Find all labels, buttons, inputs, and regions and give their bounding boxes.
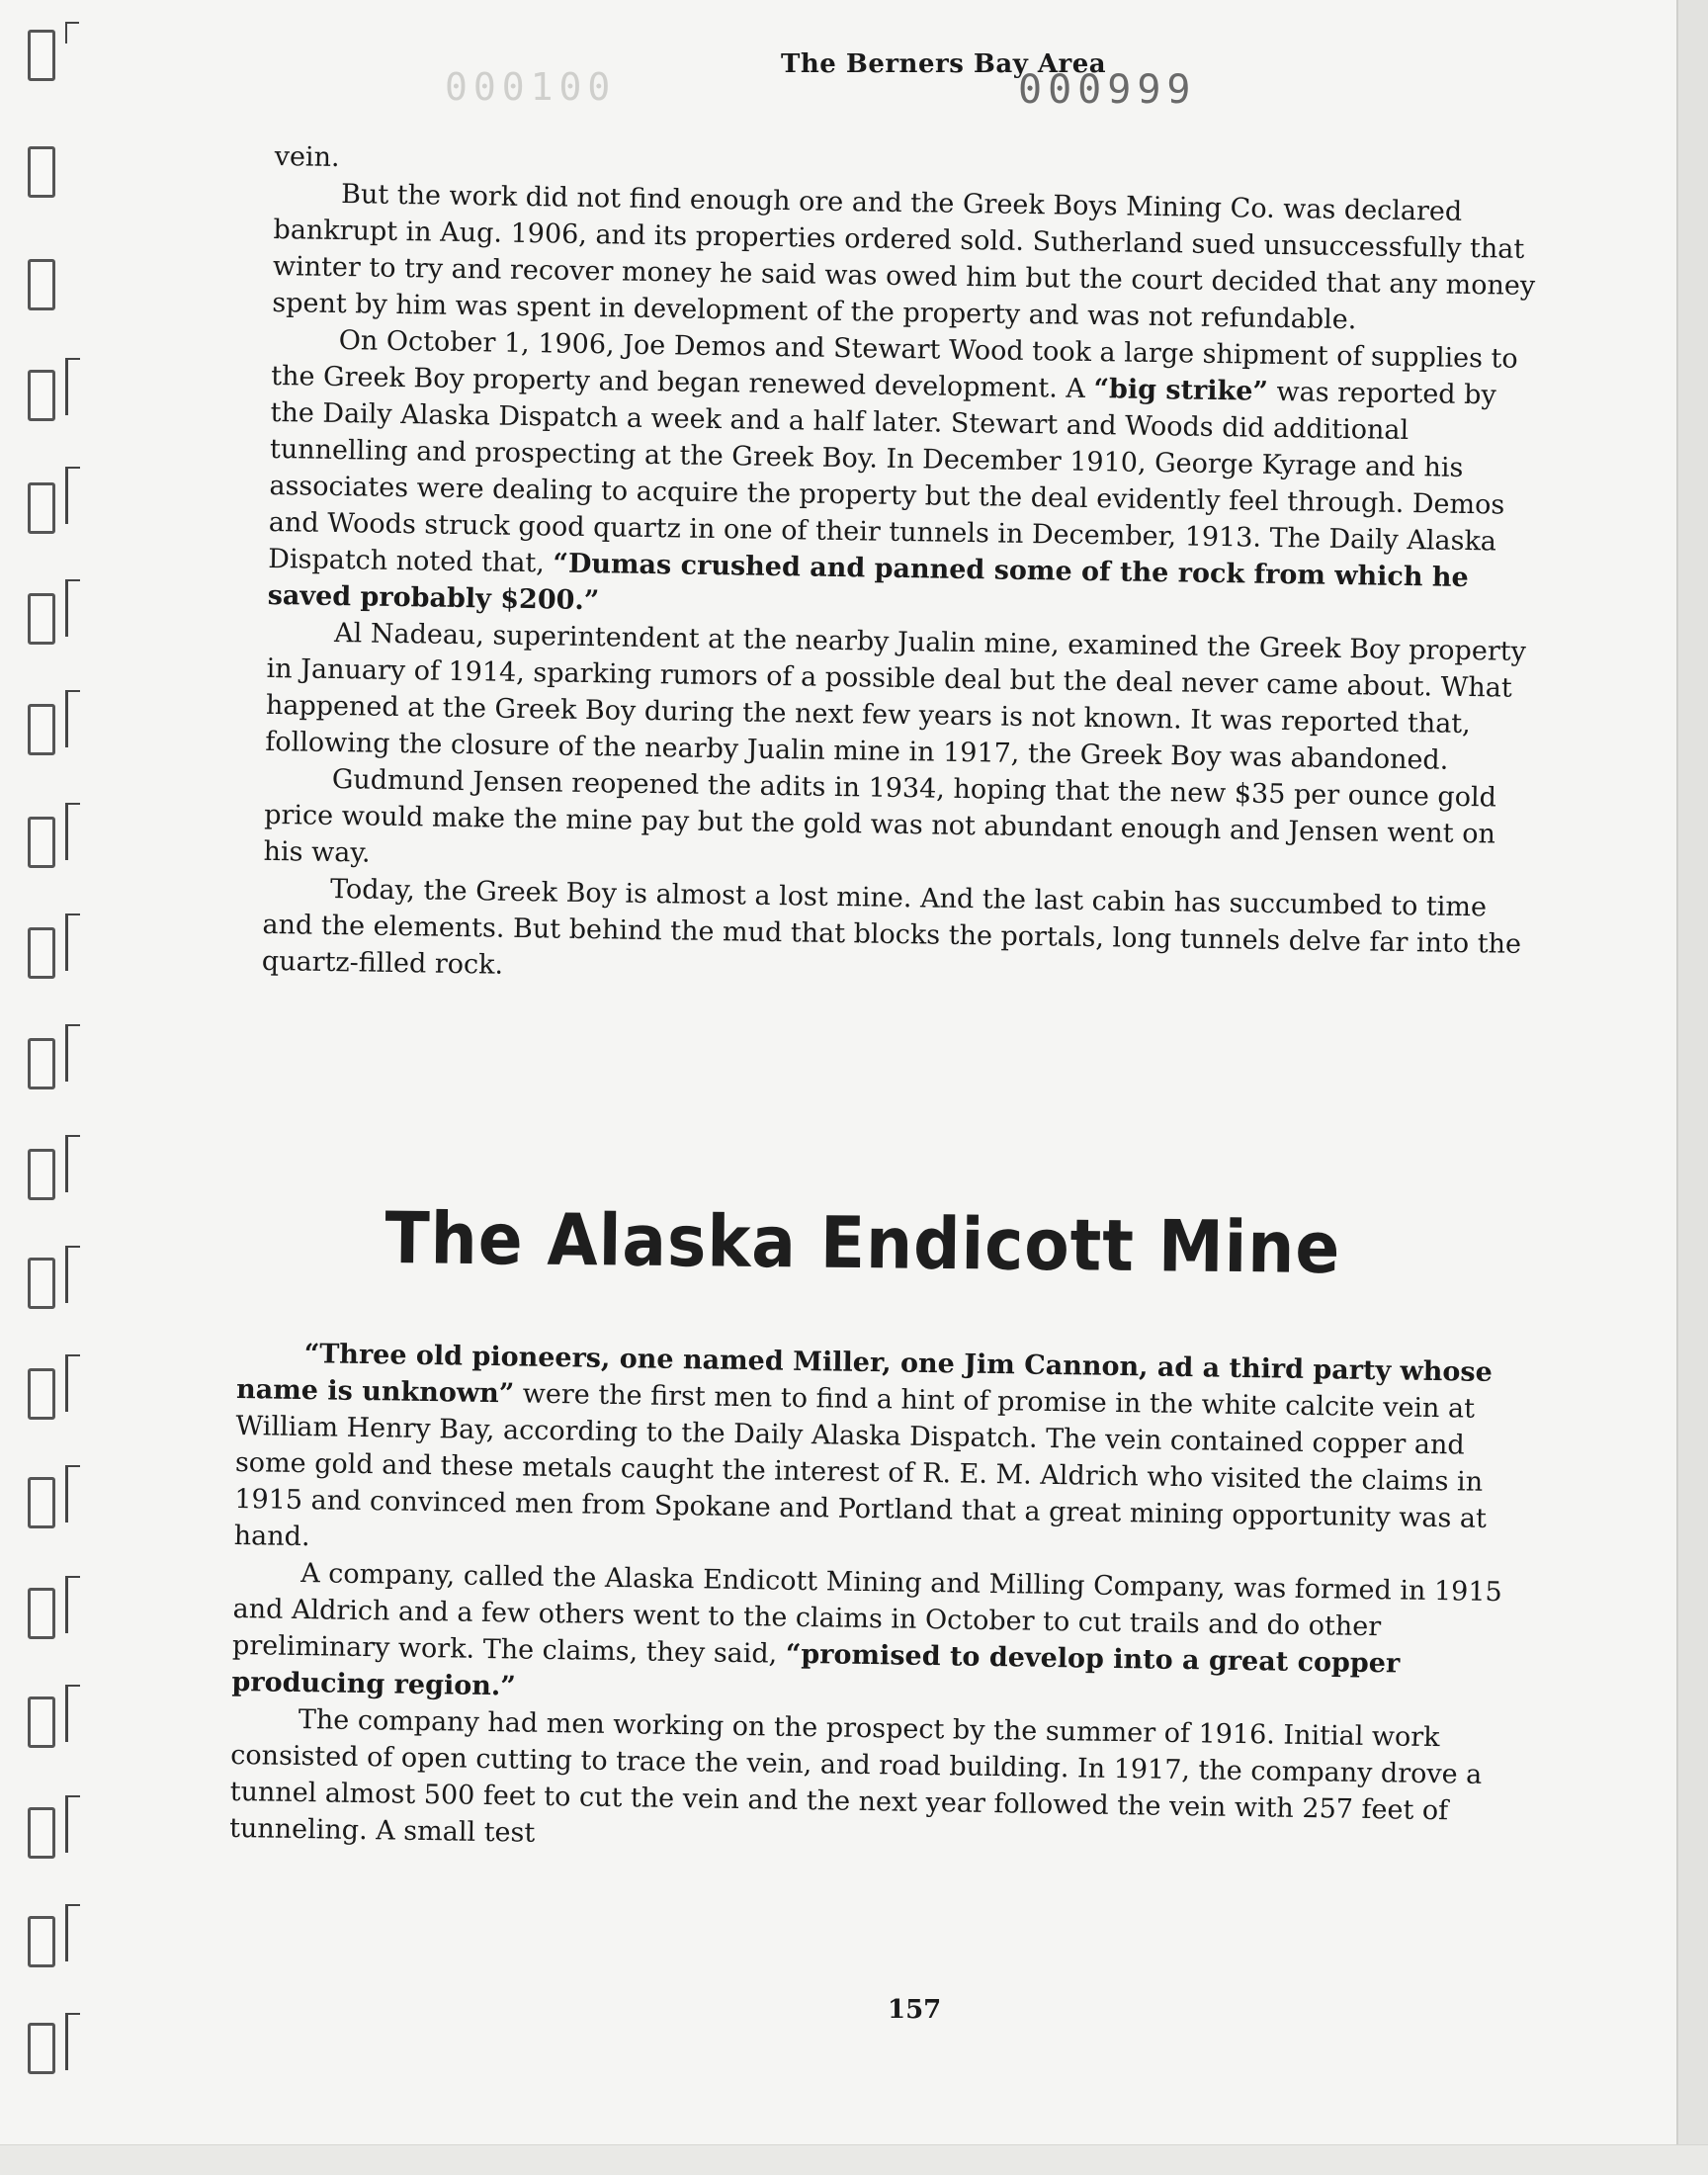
- text-run: Gudmund Jensen reopened the adits in 1934, hoping that the new $35 per ounce gold price would make the mine pay but the gold was not abundant enough and Jensen went on his way.: [263, 763, 1497, 869]
- paragraph: [231, 1554, 1538, 1721]
- binder-hole: [28, 2023, 55, 2074]
- binder-bracket: [65, 1904, 80, 1961]
- binder-hole: [28, 482, 55, 534]
- section-endicott-text: [229, 1335, 1542, 1868]
- binder-hole: [28, 817, 55, 868]
- paragraph: [263, 760, 1540, 890]
- section-title: The Alaska Endicott Mine: [384, 1196, 1341, 1290]
- paragraph: [267, 321, 1546, 634]
- binder-bracket: [65, 803, 80, 860]
- binder-bracket: [65, 1576, 80, 1633]
- binder-bracket: [65, 1135, 80, 1192]
- binder-hole: [28, 1038, 55, 1089]
- document-stamp-number: 000999: [1018, 67, 1197, 113]
- binder-bracket: [65, 1795, 80, 1853]
- binder-bracket: [65, 1024, 80, 1082]
- binder-hole: [28, 146, 55, 198]
- binder-hole: [28, 370, 55, 421]
- binder-bracket: [65, 358, 80, 415]
- binder-bracket: [65, 1685, 80, 1742]
- binder-bracket: [65, 1465, 80, 1522]
- running-header: The Berners Bay Area: [781, 49, 1107, 79]
- bold-quote: “Dumas crushed and panned some of the rock from which he saved probably $200.”: [267, 548, 1469, 617]
- bold-quote: “big strike”: [1093, 374, 1269, 407]
- binder-bracket: [65, 2013, 80, 2070]
- paragraph: [262, 870, 1539, 1000]
- binder-bracket: [65, 579, 80, 637]
- page-edge-bottom: [0, 2144, 1708, 2175]
- binder-hole: [28, 927, 55, 979]
- text-run: were the first men to find a hint of promise in the white calcite vein at William Henry Bay, according to the Daily Alaska Dispatch. The vein contained copper and some gold and these metals caught the interest of R. E. M. Aldrich who visited the claims in 1915 and convinced men from Spokane and Portland that a great mining opportunity was at hand.: [233, 1378, 1488, 1553]
- text-run: The company had men working on the prospect by the summer of 1916. Initial work consisted of open cutting to trace the vein, and road building. In 1917, the company drove a tunnel almost 500 feet to cut the vein and the next year followed the vein with 257 feet of tunneling. A small test: [228, 1704, 1483, 1849]
- paragraph: [272, 175, 1549, 341]
- binder-bracket: [65, 1354, 80, 1412]
- paragraph: [265, 614, 1542, 780]
- faint-stamp-number: 000100: [445, 65, 617, 109]
- section-greek-boy-text: [262, 138, 1550, 1000]
- binder-bracket: [65, 690, 80, 747]
- binder-hole: [28, 1149, 55, 1200]
- binder-hole: [28, 1807, 55, 1859]
- text-run: Al Nadeau, superintendent at the nearby Jualin mine, examined the Greek Boy property in January of 1914, sparking rumors of a possible deal but the deal never came about. What happened at the Greek Boy during the next few years is not known. It was reported that, following the closure of the nearby Jualin mine in 1917, the Greek Boy was abandoned.: [265, 618, 1527, 776]
- binder-hole: [28, 1258, 55, 1309]
- binder-hole: [28, 30, 55, 81]
- binder-hole: [28, 1916, 55, 1967]
- binder-hole: [28, 1696, 55, 1748]
- binder-holes: [18, 0, 77, 2175]
- binder-hole: [28, 1588, 55, 1639]
- binder-bracket: [65, 1246, 80, 1303]
- binder-hole: [28, 1477, 55, 1528]
- text-run: Today, the Greek Boy is almost a lost mine. And the last cabin has succumbed to time and the elements. But behind the mud that blocks the portals, long tunnels delve far into the quartz-filled rock.: [261, 873, 1522, 981]
- binder-bracket: [65, 914, 80, 971]
- page-edge-right: [1676, 0, 1708, 2175]
- text-run: was reported by the Daily Alaska Dispatch a week and a half later. Stewart and Woods did additional tunnelling and prospecting at the Greek Boy. In December 1910, George Kyrage and his associates were dealing to acquire the property but the deal evidently feel through. Demos and Woods struck good quartz in one of their tunnels in December, 1913. The Daily Alaska Dispatch noted that,: [268, 376, 1505, 579]
- binder-hole: [28, 259, 55, 310]
- text-run: But the work did not find enough ore and the Greek Boys Mining Co. was declared bankrupt in Aug. 1906, and its properties ordered sold. Sutherland sued unsuccessfully that winter to try and recover money he said was owed him but the court decided that any money spent by him was spent in development of the property and was not refundable.: [272, 179, 1536, 336]
- binder-bracket: [65, 22, 79, 44]
- bold-quote: “promised to develop into a great copper producing region.”: [231, 1638, 1401, 1702]
- text-run: vein.: [274, 140, 340, 174]
- text-run: A company, called the Alaska Endicott Mining and Milling Company, was formed in 1915 and Aldrich and a few others went to the claims in October to cut trails and do other preliminary work. The claims, they said,: [231, 1558, 1502, 1670]
- binder-hole: [28, 704, 55, 755]
- bold-quote: “Three old pioneers, one named Miller, one Jim Cannon, ad a third party whose name is unknown”: [235, 1339, 1494, 1410]
- binder-bracket: [65, 467, 80, 524]
- text-run: On October 1, 1906, Joe Demos and Stewart Wood took a large shipment of supplies to the Greek Boy property and began renewed development. A: [270, 325, 1518, 405]
- paragraph: [229, 1700, 1536, 1868]
- page-number: 157: [888, 1995, 942, 2025]
- binder-hole: [28, 1368, 55, 1420]
- paragraph: [234, 1335, 1542, 1575]
- binder-hole: [28, 593, 55, 645]
